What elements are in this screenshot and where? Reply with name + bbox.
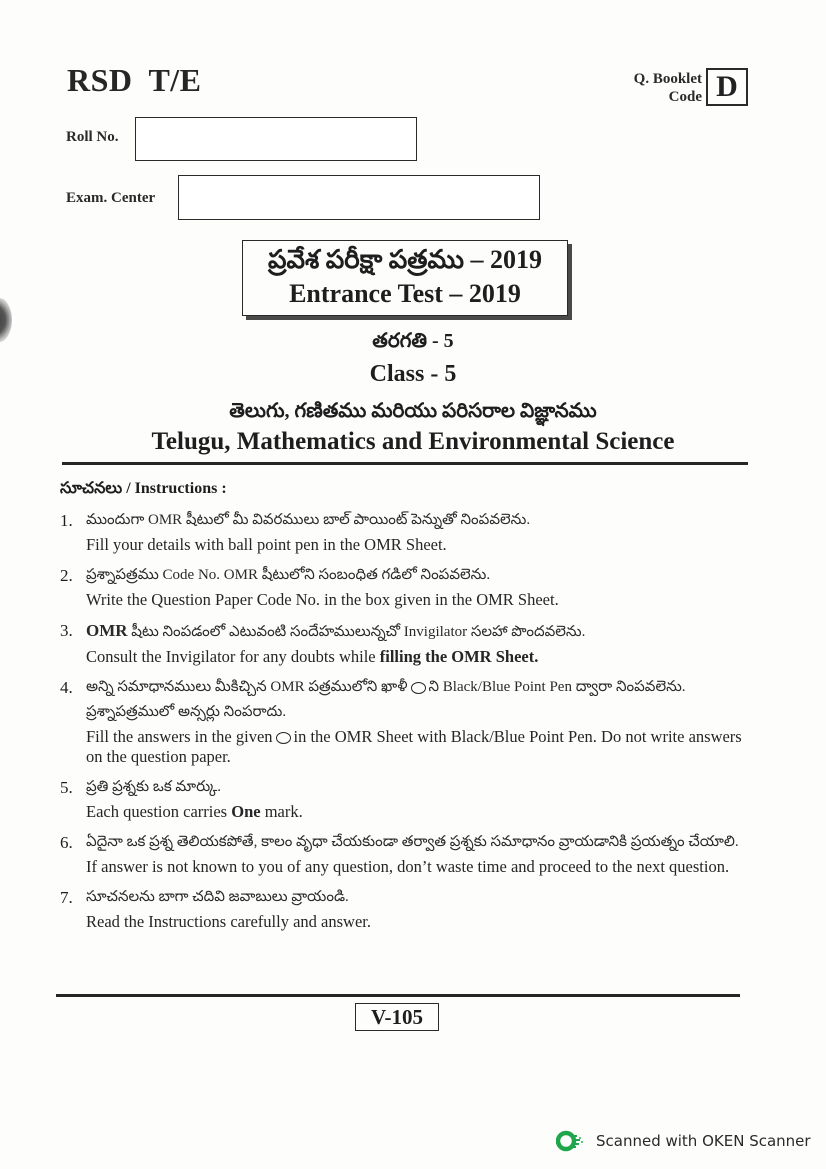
- item-number: 2.: [60, 566, 73, 585]
- instruction-telugu: [86, 618, 750, 645]
- title-telugu: ప్రవేశ పరీక్షా పత్రము – 2019: [268, 245, 542, 274]
- roll-no-label: Roll No.: [66, 129, 119, 145]
- instruction-english-bold: One: [231, 802, 261, 821]
- instruction-item-5: [60, 775, 750, 822]
- instruction-english-text: Consult the Invigilator for any doubts while: [86, 647, 380, 666]
- instruction-english: Read the Instructions carefully and answer.: [86, 912, 371, 931]
- instruction-english-text: in the OMR Sheet with Black/Blue Point Pen. Do not write answers on the question paper.: [86, 727, 742, 766]
- omr-bubble-icon: [276, 732, 291, 744]
- watermark-text: Scanned with OKEN Scanner: [596, 1132, 811, 1150]
- exam-center-field[interactable]: [178, 175, 540, 220]
- instructions-heading: సూచనలు / Instructions :: [60, 480, 227, 497]
- instruction-item-1: [60, 508, 750, 555]
- instruction-telugu: ఏదైనా ఒక ప్రశ్న తెలియకపోతే, కాలం వృధా చేయకుండా తర్వాత ప్రశ్నకు సమాధానం వ్రాయడానికి ప్రయత్నం చేయాలి.: [86, 834, 739, 850]
- instruction-telugu: ప్రశ్నాపత్రము Code No. OMR షీటులోని సంబంధిత గడిలో నింపవలెను.: [86, 567, 491, 583]
- item-number: 3.: [60, 621, 73, 640]
- instruction-english: Write the Question Paper Code No. in the box given in the OMR Sheet.: [86, 590, 559, 609]
- booklet-label-line2: Code: [668, 89, 702, 105]
- instruction-item-2: [60, 563, 750, 610]
- omr-bold: OMR: [86, 621, 128, 640]
- exam-code: RSD T/E: [67, 62, 202, 98]
- title-box: [242, 240, 568, 316]
- title-english: Entrance Test – 2019: [289, 279, 521, 308]
- instructions-list: [60, 508, 750, 940]
- class-telugu: తరగతి - 5: [372, 330, 454, 352]
- instruction-telugu: సూచనలను బాగా చదివి జవాబులు వ్రాయండి.: [86, 889, 349, 905]
- item-number: 6.: [60, 833, 73, 852]
- booklet-label-line1: Q. Booklet: [633, 71, 702, 87]
- instruction-telugu: ప్రతి ప్రశ్నకు ఒక మార్కు.: [86, 779, 221, 795]
- instruction-item-6: [60, 830, 750, 877]
- instruction-english: If answer is not known to you of any question, don’t waste time and proceed to the next question.: [86, 857, 730, 876]
- instruction-english-text: Each question carries: [86, 802, 232, 821]
- instruction-item-7: [60, 885, 750, 932]
- instruction-english-bold: filling the OMR Sheet.: [379, 647, 539, 666]
- item-number: 5.: [60, 778, 73, 797]
- instruction-telugu-text: షీటు నింపడంలో ఎటువంటి సందేహములున్నచో Invigilator సలహా పొందవలెను.: [127, 624, 586, 640]
- divider-bottom: [56, 994, 740, 997]
- scanner-watermark: [556, 1130, 811, 1152]
- divider-top: [62, 462, 748, 465]
- omr-bubble-icon: [411, 682, 426, 694]
- item-number: 1.: [60, 511, 73, 530]
- item-number: 4.: [60, 678, 73, 697]
- instruction-english: Fill your details with ball point pen in the OMR Sheet.: [86, 535, 447, 554]
- booklet-code-box: D: [706, 68, 748, 106]
- roll-no-field[interactable]: [135, 117, 417, 161]
- instruction-telugu: [86, 675, 750, 700]
- paper-code-box: V-105: [355, 1003, 439, 1031]
- instruction-item-3: [60, 618, 750, 667]
- exam-center-label: Exam. Center: [66, 190, 156, 206]
- instruction-english: [86, 727, 750, 767]
- class-english: Class - 5: [369, 361, 457, 387]
- instruction-telugu: ముందుగా OMR షీటులో మీ వివరములు బాల్ పాయింట్ పెన్నుతో నింపవలెను.: [86, 512, 531, 528]
- instruction-english: [86, 647, 750, 667]
- instruction-english-text: mark.: [260, 802, 303, 821]
- instruction-english-text: Fill the answers in the given: [86, 727, 273, 746]
- instruction-telugu-text: అన్ని సమాధానములు మీకిచ్చిన OMR పత్రములోని ఖాళీ: [86, 679, 408, 695]
- item-number: 7.: [60, 888, 73, 907]
- instruction-telugu-text: ని Black/Blue Point Pen ద్వారా నింపవలెను.: [428, 679, 686, 695]
- instruction-english: [86, 802, 750, 822]
- instruction-item-4: [60, 675, 750, 767]
- subject-telugu: తెలుగు, గణితము మరియు పరిసరాల విజ్ఞానము: [229, 400, 597, 422]
- oken-logo-icon: [556, 1130, 586, 1152]
- booklet-code-label: [618, 70, 702, 106]
- subject-english: Telugu, Mathematics and Environmental Science: [151, 428, 675, 455]
- instruction-telugu-line2: ప్రశ్నాపత్రములో అన్సర్లు నింపరాదు.: [86, 704, 287, 720]
